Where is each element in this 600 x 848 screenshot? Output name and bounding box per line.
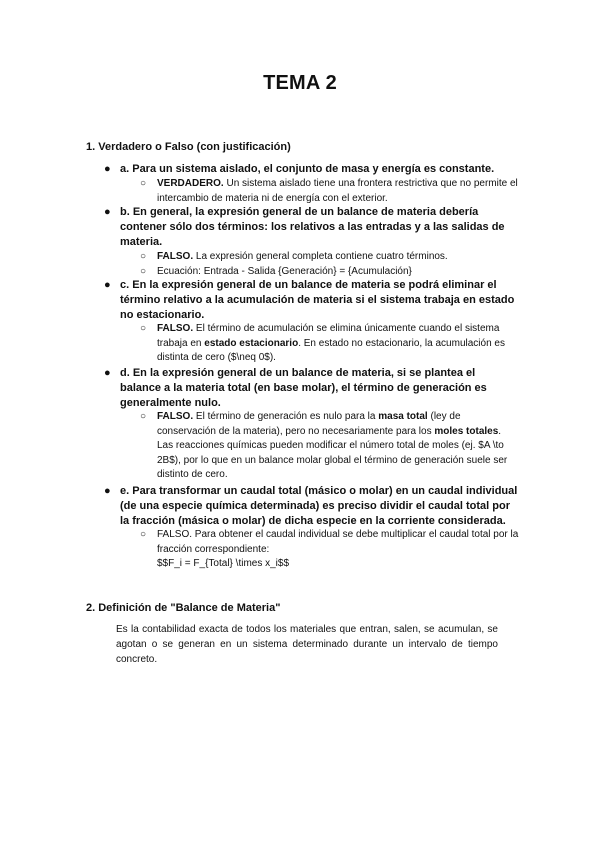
answer-b2: Ecuación: Entrada - Salida {Generación} = {Acumulación}: [157, 266, 412, 277]
section-2-heading: 2. Definición de "Balance de Materia": [86, 602, 281, 614]
bullet-a: ●: [104, 163, 111, 175]
verdict-a: VERDADERO.: [157, 178, 224, 189]
answer-d1-bold-a: masa total: [378, 411, 428, 422]
page-title: TEMA 2: [263, 72, 337, 94]
verdict-d: FALSO.: [157, 411, 194, 422]
answer-a1: [157, 177, 519, 206]
answer-d1-text-b: (ley de conservación de la materia), pero no necesariamente para los: [157, 411, 461, 437]
question-b: b. En general, la expresión general de un balance de materia debería contener sólo dos términos: los relativos a las entradas y a las salidas de materia.: [120, 206, 505, 248]
question-a: a. Para un sistema aislado, el conjunto de masa y energía es constante.: [120, 163, 495, 175]
answer-b1: [157, 250, 519, 265]
sub-bullet-e1: ○: [140, 529, 147, 540]
answer-e1-text: FALSO. Para obtener el caudal individual se debe multiplicar el caudal total por la fracción correspondiente:: [157, 529, 519, 555]
answer-b1-text: La expresión general completa contiene cuatro términos.: [193, 251, 448, 262]
answer-d1-text-a: El término de generación es nulo para la: [193, 411, 379, 422]
answer-c1-text-b: . En estado no estacionario, la acumulación es distinta de cero ($\neq 0$).: [157, 337, 505, 363]
bullet-e: ●: [104, 485, 111, 497]
sub-bullet-b2: ○: [140, 266, 147, 277]
answer-c1: [157, 322, 519, 366]
section-1-heading: 1. Verdadero o Falso (con justificación): [86, 141, 291, 153]
bullet-c: ●: [104, 279, 111, 291]
bullet-d: ●: [104, 367, 111, 379]
answer-d1: [157, 410, 519, 483]
question-d: d. En la expresión general de un balance de materia, si se plantea el balance a la materia total (en base molar), el término de generación es generalmente nulo.: [120, 367, 487, 409]
answer-a1-text: Un sistema aislado tiene una frontera restrictiva que no permite el intercambio de materia ni de energía con el exterior.: [157, 178, 518, 204]
sub-bullet-c1: ○: [140, 323, 147, 334]
verdict-b: FALSO.: [157, 251, 194, 262]
answer-c1-text-a: El término de acumulación se elimina únicamente cuando el sistema trabaja en: [157, 323, 500, 349]
answer-e1-formula: $$F_i = F_{Total} \times x_i$$: [157, 558, 290, 569]
bullet-b: ●: [104, 206, 111, 218]
definition-paragraph: Es la contabilidad exacta de todos los materiales que entran, salen, se acumulan, se agotan o se generan en un sistema determinado durante un intervalo de tiempo concreto.: [116, 624, 498, 665]
question-e: e. Para transformar un caudal total (másico o molar) en un caudal individual (de una especie química determinada) es preciso dividir el caudal total por la fracción (másica o molar) de dicha especie en la corriente considerada.: [120, 485, 518, 527]
answer-d1-text-c: . Las reacciones químicas pueden modificar el número total de moles (ej. $A \to 2B$), por lo que en un balance molar global el término de generación suele ser distinto de cero.: [157, 425, 508, 480]
sub-bullet-d1: ○: [140, 411, 147, 422]
verdict-c: FALSO.: [157, 323, 194, 334]
answer-d1-bold-b: moles totales: [434, 425, 499, 437]
sub-bullet-b1: ○: [140, 251, 147, 262]
sub-bullet-a1: ○: [140, 178, 147, 189]
answer-c1-bold: estado estacionario: [204, 337, 299, 349]
question-c: c. En la expresión general de un balance de materia se podrá eliminar el término relativo a la acumulación de materia si el sistema trabaja en estado no estacionario.: [120, 279, 515, 321]
answer-e1: [157, 528, 519, 572]
